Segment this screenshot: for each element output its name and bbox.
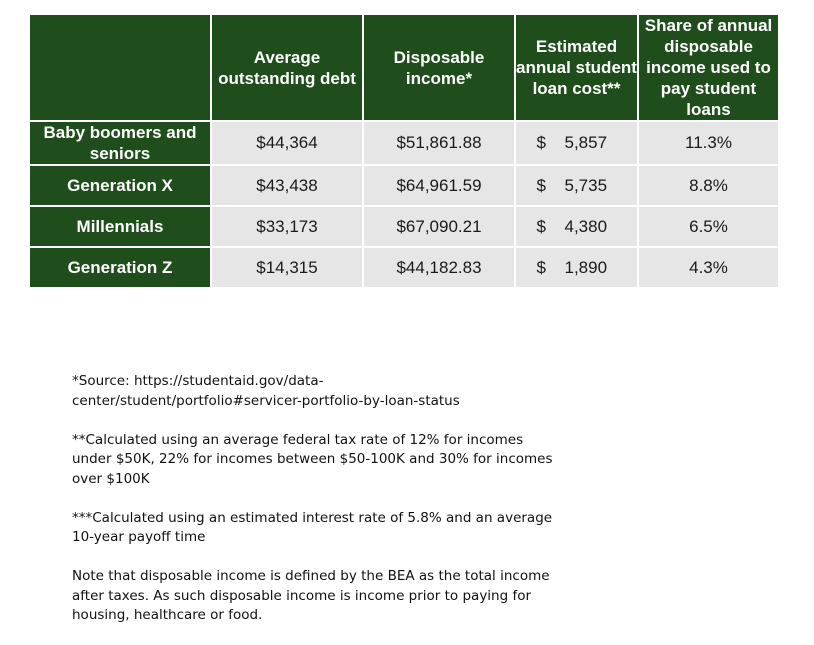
tax-rate-footnote: **Calculated using an average federal tax rate of 12% for incomes under $50K, 22% for incomes between $50-100K and 30% for incomes over $100K	[72, 431, 553, 487]
income-cell: $67,090.21	[363, 206, 515, 247]
income-cell: $64,961.59	[363, 165, 515, 206]
debt-cell: $44,364	[211, 121, 363, 165]
interest-rate-footnote: ***Calculated using an estimated interest rate of 5.8% and an average 10-year payoff time	[72, 509, 553, 545]
income-cell: $51,861.88	[363, 121, 515, 165]
share-cell: 4.3%	[638, 247, 779, 288]
debt-cell: $43,438	[211, 165, 363, 206]
loan-cost-value: 5,857	[564, 133, 608, 152]
currency-symbol: $	[536, 257, 546, 277]
share-cell: 11.3%	[638, 121, 779, 165]
currency-symbol: $	[536, 175, 546, 195]
disposable-income-note: Note that disposable income is defined by the BEA as the total income after taxes. As such disposable income is income prior to paying for housing, healthcare or food.	[72, 568, 550, 623]
loan-cost-value: 5,735	[564, 175, 608, 195]
row-label: Millennials	[29, 206, 211, 247]
header-loan-cost: Estimated annual student loan cost**	[515, 14, 638, 121]
loan-cost-cell	[515, 206, 638, 247]
table-row	[29, 247, 779, 288]
table-row	[29, 121, 779, 165]
debt-cell: $14,315	[211, 247, 363, 288]
loan-cost-cell	[515, 121, 638, 165]
header-average-debt: Average outstanding debt	[211, 14, 363, 121]
currency-symbol: $	[536, 133, 546, 152]
row-label: Baby boomers and seniors	[29, 121, 211, 165]
share-cell: 6.5%	[638, 206, 779, 247]
loan-cost-value: 1,890	[564, 257, 608, 277]
currency-symbol: $	[536, 216, 546, 236]
loan-cost-value: 4,380	[564, 216, 608, 236]
table-row	[29, 165, 779, 206]
header-row	[29, 14, 779, 121]
row-label: Generation Z	[29, 247, 211, 288]
header-disposable-income: Disposable income*	[363, 14, 515, 121]
share-cell: 8.8%	[638, 165, 779, 206]
row-label: Generation X	[29, 165, 211, 206]
source-footnote: *Source: https://studentaid.gov/data- center/student/portfolio#servicer-portfolio-by-loan-status	[72, 373, 460, 409]
header-empty	[29, 14, 211, 121]
loan-cost-cell	[515, 165, 638, 206]
income-cell: $44,182.83	[363, 247, 515, 288]
loan-cost-cell	[515, 247, 638, 288]
footnotes	[72, 372, 592, 645]
table-row	[29, 206, 779, 247]
debt-cell: $33,173	[211, 206, 363, 247]
student-loan-table	[28, 13, 780, 289]
header-income-share: Share of annual disposable income used to pay student loans	[638, 14, 779, 121]
